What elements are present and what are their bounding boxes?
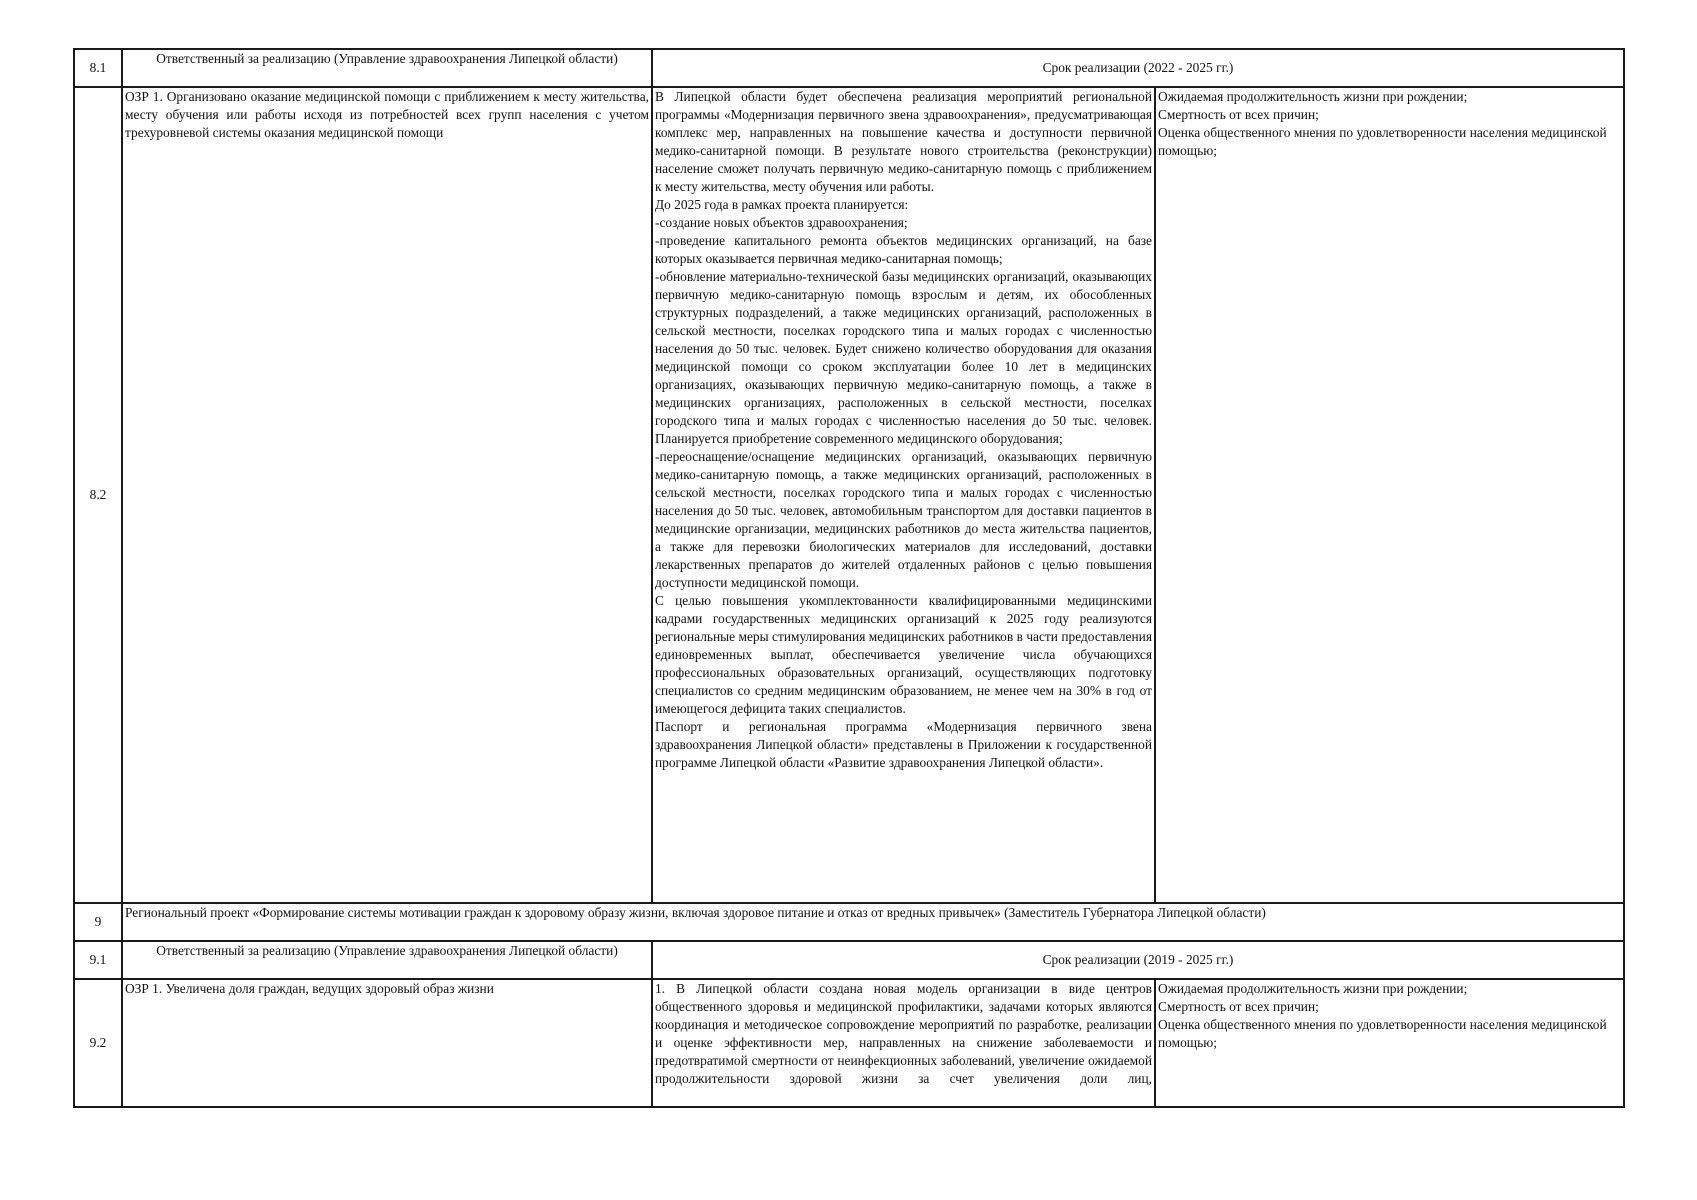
row-9: [74, 903, 1624, 941]
indicator-item: Ожидаемая продолжительность жизни при рождении;: [1158, 89, 1468, 104]
row-number: 8.1: [74, 49, 122, 87]
description-paragraph: Паспорт и региональная программа «Модернизация первичного звена здравоохранения Липецкой области» представлены в Приложении к государственной программе Липецкой области «Развитие здравоохранения Липецкой области».: [655, 719, 1152, 770]
row-9-2: [74, 979, 1624, 1107]
row-number: 9.1: [74, 941, 122, 979]
description-paragraph: -создание новых объектов здравоохранения;: [655, 215, 908, 230]
row-number: 9.2: [74, 979, 122, 1107]
term-cell: Срок реализации (2019 - 2025 гг.): [652, 941, 1624, 979]
description-paragraph: До 2025 года в рамках проекта планируется:: [655, 197, 909, 212]
description-paragraph: 1. В Липецкой области создана новая модель организации в виде центров общественного здоровья и медицинской профилактики, задачами которых являются координация и методическое сопровождение мероприятий по разработке, реализации и оценке эффективности мер, направленных на снижение заболеваемости и предотвратимой смертности от неинфекционных заболеваний, увеличение ожидаемой продолжительности здоровой жизни за счет увеличения доли лиц,: [655, 981, 1152, 1086]
description-paragraph: -проведение капитального ремонта объектов медицинских организаций, на базе которых оказывается первичная медико-санитарная помощь;: [655, 233, 1152, 266]
description-cell: [652, 979, 1155, 1107]
indicator-item: Ожидаемая продолжительность жизни при рождении;: [1158, 981, 1468, 996]
row-8-1: [74, 49, 1624, 87]
row-9-1: [74, 941, 1624, 979]
description-paragraph: С целью повышения укомплектованности квалифицированными медицинскими кадрами государственных медицинских организаций к 2025 году реализуются региональные меры стимулирования медицинских работников в части предоставления единовременных выплат, обеспечивается увеличение числа обучающихся профессиональных образовательных организаций, осуществляющих подготовку специалистов со средним медицинским образованием, не менее чем на 30% в год от имеющегося дефицита таких специалистов.: [655, 593, 1152, 716]
indicator-item: Оценка общественного мнения по удовлетворенности населения медицинской помощью;: [1158, 1017, 1607, 1050]
term-cell: Срок реализации (2022 - 2025 гг.): [652, 49, 1624, 87]
row-number: 9: [74, 903, 122, 941]
indicator-item: Смертность от всех причин;: [1158, 999, 1319, 1014]
indicators-cell: [1155, 979, 1624, 1107]
responsible-cell: Ответственный за реализацию (Управление здравоохранения Липецкой области): [122, 49, 652, 87]
description-cell: [652, 87, 1155, 903]
indicators-cell: [1155, 87, 1624, 903]
description-paragraph: -переоснащение/оснащение медицинских организаций, оказывающих первичную медико-санитарную помощь, а также медицинских организаций, расположенных в сельской местности, поселках городского типа и малых городах с численностью населения до 50 тыс. человек, автомобильным транспортом для доставки пациентов в медицинские организации, медицинских работников до места жительства пациентов, а также для перевозки биологических материалов для исследований, доставки лекарственных препаратов до жителей отдаленных районов с целью повышения доступности медицинской помощи.: [655, 449, 1152, 590]
program-table: [73, 48, 1625, 1108]
goal-cell: ОЗР 1. Увеличена доля граждан, ведущих здоровый образ жизни: [122, 979, 652, 1107]
indicator-item: Оценка общественного мнения по удовлетворенности населения медицинской помощью;: [1158, 125, 1607, 158]
project-title-cell: Региональный проект «Формирование системы мотивации граждан к здоровому образу жизни, включая здоровое питание и отказ от вредных привычек» (Заместитель Губернатора Липецкой области): [122, 903, 1624, 941]
description-paragraph: -обновление материально-технической базы медицинских организаций, оказывающих первичную медико-санитарную помощь взрослым и детям, их обособленных структурных подразделений, а также медицинских организаций, расположенных в сельской местности, поселках городского типа и малых городах с численностью населения до 50 тыс. человек. Будет снижено количество оборудования для оказания медицинской помощи со сроком эксплуатации более 10 лет в медицинских организациях, оказывающих первичную медико-санитарную помощь, а также в медицинских организациях, расположенных в сельской местности, поселках городского типа и малых городах с численностью населения до 50 тыс. человек. Планируется приобретение современного медицинского оборудования;: [655, 269, 1152, 446]
row-8-2: [74, 87, 1624, 903]
description-paragraph: В Липецкой области будет обеспечена реализация мероприятий региональной программы «Модернизация первичного звена здравоохранения», предусматривающая комплекс мер, направленных на повышение качества и доступности первичной медико-санитарной помощи. В результате нового строительства (реконструкции) население сможет получать первичную медико-санитарную помощь с приближением к месту жительства, месту обучения или работы.: [655, 89, 1152, 194]
indicator-item: Смертность от всех причин;: [1158, 107, 1319, 122]
responsible-cell: Ответственный за реализацию (Управление здравоохранения Липецкой области): [122, 941, 652, 979]
row-number: 8.2: [74, 87, 122, 903]
goal-cell: ОЗР 1. Организовано оказание медицинской помощи с приближением к месту жительства, месту обучения или работы исходя из потребностей всех групп населения с учетом трехуровневой системы оказания медицинской помощи: [122, 87, 652, 903]
